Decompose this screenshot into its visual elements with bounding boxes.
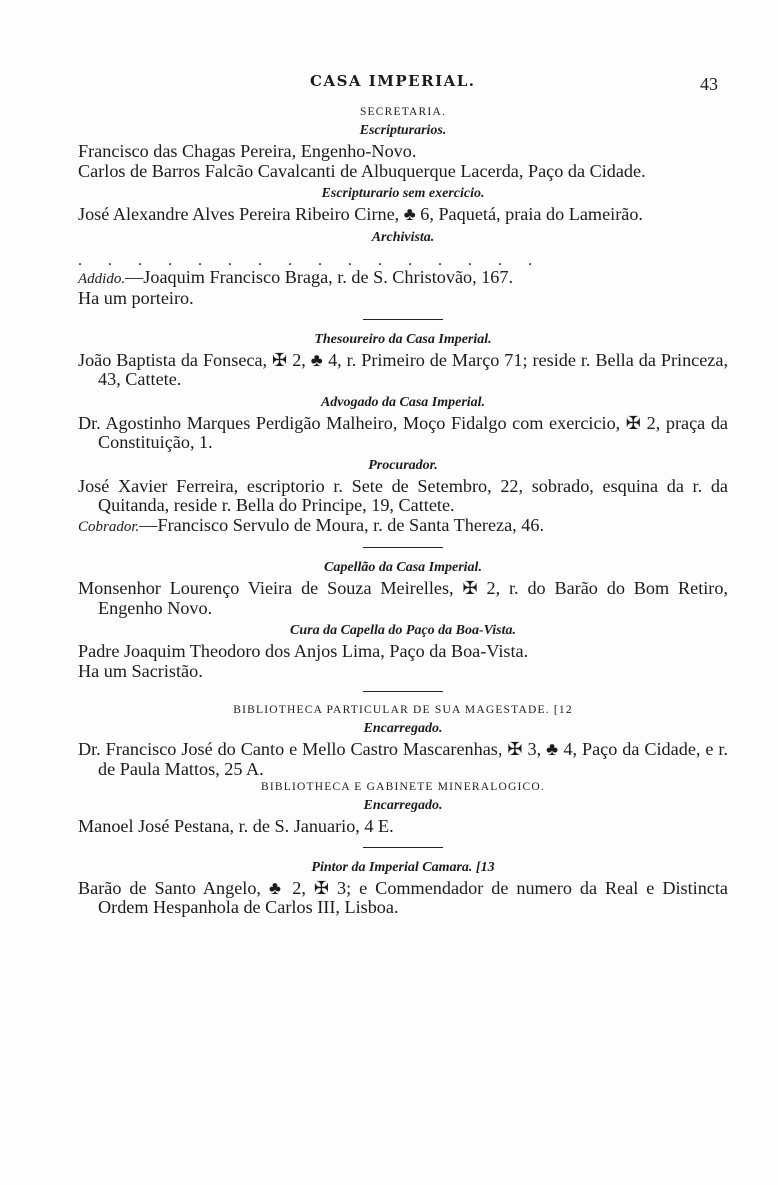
entry-pintor: Barão de Santo Angelo, ♣ 2, ✠ 3; e Commendador de numero da Real e Distincta Ordem Hespanhola de Carlos III, Lisboa. [78, 877, 728, 917]
addido-text: —Joaquim Francisco Braga, r. de S. Christovão, 167. [125, 266, 514, 287]
section-heading-secretaria: SECRETARIA. [359, 106, 447, 118]
entry-addido [78, 268, 728, 290]
entry-gabinete: Manoel José Pestana, r. de S. Januario, 4 E. [78, 816, 394, 836]
section-divider [363, 847, 443, 848]
running-title: CASA IMPERIAL. [310, 72, 476, 90]
subheading-procurador: Procurador. [368, 457, 438, 473]
section-heading-bibliotheca: BIBLIOTHECA PARTICULAR DE SUA MAGESTADE. [12 [233, 704, 573, 716]
page-number: 43 [700, 74, 718, 94]
entry-escripturario-2: Carlos de Barros Falcão Cavalcanti de Albuquerque Lacerda, Paço da Cidade. [78, 160, 646, 181]
subheading-escripturarios: Escripturarios. [359, 123, 447, 138]
subheading-sem-exercicio: Escripturario sem exercicio. [321, 186, 485, 201]
entry-cobrador [78, 516, 728, 538]
addido-label: Addido. [78, 270, 126, 287]
subheading-encarregado-bibliotheca: Encarregado. [363, 721, 443, 736]
entry-capellao: Monsenhor Lourenço Vieira de Souza Meirelles, ✠ 2, r. do Barão do Bom Retiro, Engenho Novo. [78, 578, 728, 618]
page-body [78, 104, 728, 918]
section-divider [363, 691, 443, 692]
entry-sem-exercicio: José Alexandre Alves Pereira Ribeiro Cirne, ♣ 6, Paquetá, praia do Lameirão. [78, 204, 643, 224]
subheading-pintor: Pintor da Imperial Camara. [13 [311, 859, 495, 875]
entry-escripturario-1: Francisco das Chagas Pereira, Engenho-Novo. [78, 141, 417, 161]
subheading-advogado: Advogado da Casa Imperial. [320, 394, 486, 410]
section-divider [363, 319, 443, 320]
entry-thesoureiro: João Baptista da Fonseca, ✠ 2, ♣ 4, r. Primeiro de Março 71; reside r. Bella da Princeza, 43, Cattete. [78, 349, 728, 389]
section-heading-gabinete: BIBLIOTHECA E GABINETE MINERALOGICO. [260, 781, 546, 793]
section-divider [363, 547, 443, 548]
subheading-capellao: Capellão da Casa Imperial. [324, 560, 482, 575]
entry-cura-sacristao: Ha um Sacristão. [78, 660, 203, 681]
running-head [0, 72, 778, 96]
entry-procurador: José Xavier Ferreira, escriptorio r. Sete de Setembro, 22, sobrado, esquina da r. da Quitanda, reside r. Bella do Principe, 19, Cattete. [78, 475, 728, 515]
subheading-cura: Cura da Capella do Paço da Boa-Vista. [290, 623, 516, 638]
subheading-thesoureiro: Thesoureiro da Casa Imperial. [314, 331, 492, 347]
entry-cura-padre: Padre Joaquim Theodoro dos Anjos Lima, Paço da Boa-Vista. [78, 641, 529, 661]
cobrador-label: Cobrador. [78, 518, 140, 535]
subheading-encarregado-gabinete: Encarregado. [363, 798, 443, 813]
entry-bibliotheca: Dr. Francisco José do Canto e Mello Castro Mascarenhas, ✠ 3, ♣ 4, Paço da Cidade, e r. de Paula Mattos, 25 A. [78, 739, 728, 779]
entry-advogado: Dr. Agostinho Marques Perdigão Malheiro, Moço Fidalgo com exercicio, ✠ 2, praça da Constituição, 1. [78, 412, 728, 452]
subheading-archivista: Archivista. [371, 229, 435, 245]
archivista-dots: . . . . . . . . . . . . . . . . [78, 251, 543, 269]
entry-porteiro: Ha um porteiro. [78, 288, 194, 308]
cobrador-text: —Francisco Servulo de Moura, r. de Santa Thereza, 46. [139, 514, 545, 535]
